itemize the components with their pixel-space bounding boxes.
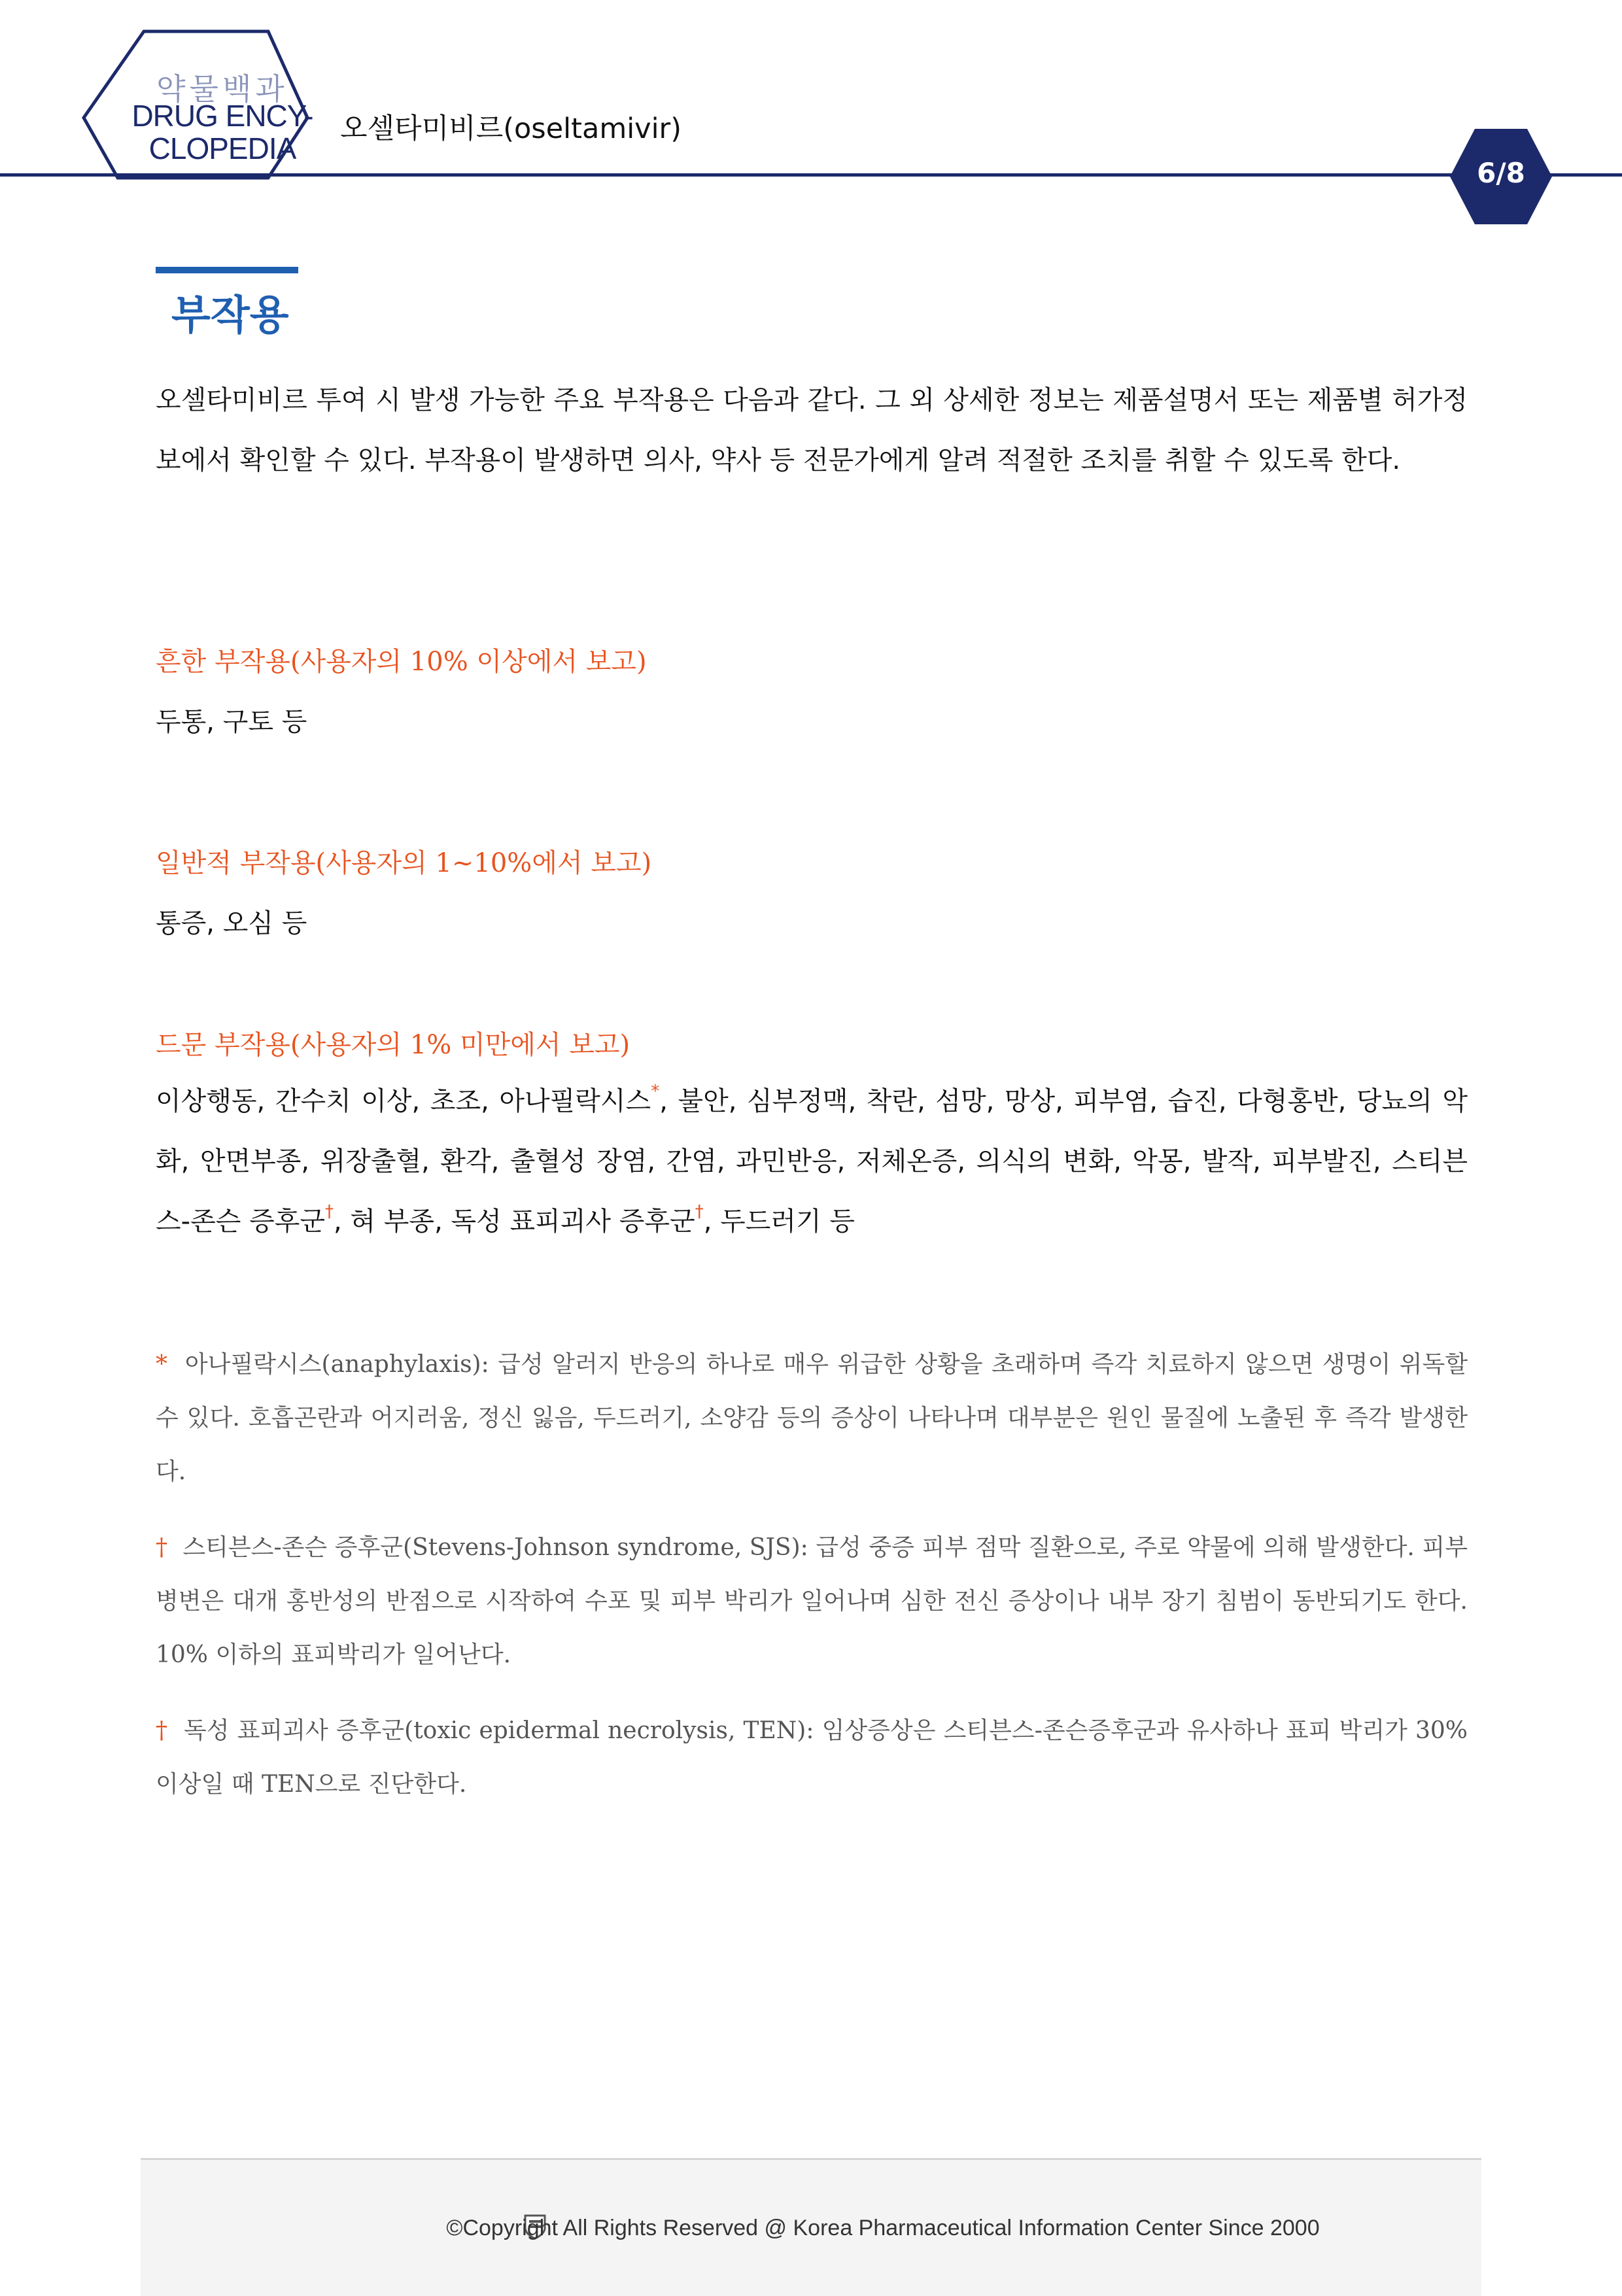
general-side-effects-text: 통증, 오심 등 xyxy=(156,908,307,938)
footnote-mark: † xyxy=(156,1717,168,1744)
rare-text-part-a: 이상행동, 간수치 이상, 초조, 아나필락시스 xyxy=(156,1086,651,1116)
footnote-text: 스티븐스-존슨 증후군(Stevens-Johnson syndrome, SJS): 급성 중증 피부 점막 질환으로, 주로 약물에 의해 발생한다. 피부 병변은 대개 홍반성의 반점으로 시작하여 수포 및 피부 박리가 일어나며 심한 전신 증상이나 내부 장기 침범이 동반되기도 한다. 10% 이하의 표피박리가 일어난다. xyxy=(156,1534,1468,1668)
common-side-effects-heading: 흔한 부작용(사용자의 10% 이상에서 보고) xyxy=(156,647,647,677)
rare-side-effects-heading: 드문 부작용(사용자의 1% 미만에서 보고) xyxy=(156,1030,630,1060)
rare-text-part-c: , 혀 부종, 독성 표피괴사 증후군 xyxy=(334,1207,695,1237)
rare-side-effects-text xyxy=(156,1071,1468,1252)
document-title: 오셀타미비르(oseltamivir) xyxy=(340,112,682,145)
logo-english-line1: DRUG ENCY- xyxy=(131,99,313,133)
footnote-text: 아나필락시스(anaphylaxis): 급성 알러지 반응의 하나로 매우 위급한 상황을 초래하며 즉각 치료하지 않으면 생명이 위독할 수 있다. 호흡곤란과 어지러움, 정신 잃음, 두드러기, 소양감 등의 증상이 나타나며 대부분은 원인 물질에 노출된 후 즉각 발생한다. xyxy=(156,1351,1468,1485)
footnote-mark: * xyxy=(156,1351,167,1378)
intro-paragraph: 오셀타미비르 투여 시 발생 가능한 주요 부작용은 다음과 같다. 그 외 상세한 정보는 제품설명서 또는 제품별 허가정보에서 확인할 수 있다. 부작용이 발생하면 의사, 약사 등 전문가에게 알려 적절한 조치를 취할 수 있도록 한다. xyxy=(156,385,1468,475)
footnote-sjs xyxy=(156,1521,1468,1682)
section-title: 부작용 xyxy=(171,291,289,339)
logo-korean-text: 약물백과 xyxy=(156,72,288,106)
page-footer xyxy=(141,2158,1481,2296)
section-title-bar xyxy=(156,267,298,273)
header-divider xyxy=(0,173,1622,177)
copyright-text: ©Copyright All Rights Reserved @ Korea Pharmaceutical Information Center Since 2000 xyxy=(446,2216,1320,2240)
page-number: 6/8 xyxy=(1477,157,1525,189)
footnote-mark-dagger: † xyxy=(325,1201,334,1222)
footnote-mark-dagger: † xyxy=(695,1201,704,1222)
footnote-text: 독성 표피괴사 증후군(toxic epidermal necrolysis, TEN): 임상증상은 스티븐스-존슨증후군과 유사하나 표피 박리가 30% 이상일 때 TEN으로 진단한다. xyxy=(156,1717,1468,1798)
common-side-effects-text: 두통, 구토 등 xyxy=(156,707,307,737)
rare-text-part-b: , 불안, 심부정맥, 착란, 섬망, 망상, 피부염, 습진, 다형홍반, 당뇨의 악화, 안면부종, 위장출혈, 환각, 출혈성 장염, 간염, 과민반응, 저체온증, 의식의 변화, 악몽, 발작, 피부발진, 스티븐스-존슨 증후군 xyxy=(156,1086,1468,1237)
logo-english-line2: CLOPEDIA xyxy=(148,131,296,165)
footnote-mark: † xyxy=(156,1534,168,1561)
footnote-anaphylaxis xyxy=(156,1338,1468,1499)
footnote-ten xyxy=(156,1704,1468,1811)
general-side-effects-heading: 일반적 부작용(사용자의 1~10%에서 보고) xyxy=(156,848,652,878)
rare-text-part-d: , 두드러기 등 xyxy=(703,1207,855,1237)
footnote-mark-asterisk: * xyxy=(651,1081,660,1101)
